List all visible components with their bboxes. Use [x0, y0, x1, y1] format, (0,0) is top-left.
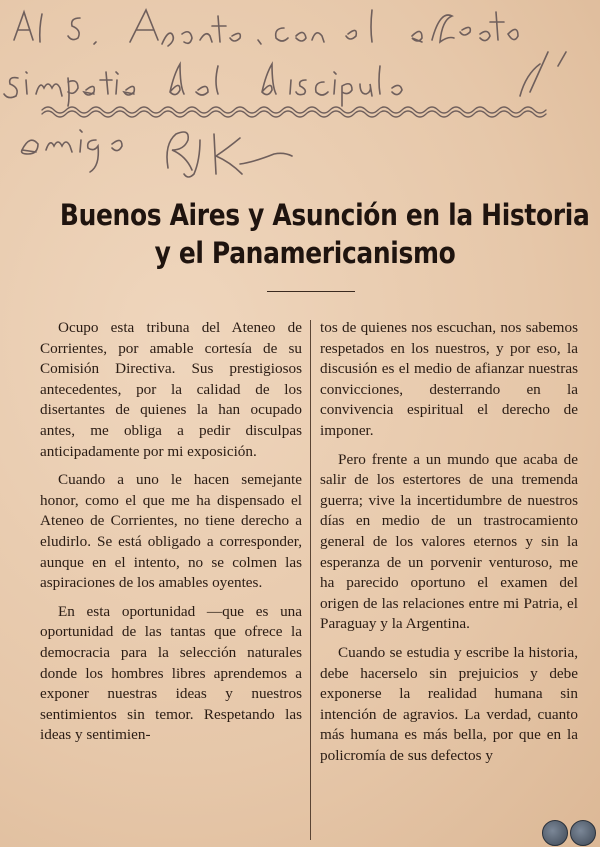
- right-column: [320, 318, 578, 774]
- article-title: [59, 196, 590, 272]
- column-divider: [310, 320, 311, 840]
- left-column: [40, 318, 302, 754]
- circle-icon: [570, 820, 596, 846]
- circle-icon: [542, 820, 568, 846]
- title-line-1: Buenos Aires y Asunción en la Historia: [59, 198, 590, 232]
- paragraph-continuation: tos de quienes nos escuchan, nos sabemos respetados en los nuestros, y por eso, la discusión es el medio de afianzar nuestras convicciones, desterrando en la convivencia espiritual el derecho de imponer.: [320, 319, 578, 439]
- paragraph: En esta oportunidad —que es una oportunidad de las tantas que ofrece la democracia para la selección naturales donde los hombres libres aprendemos a exponer nuestras ideas y nuestros sentimientos sin temor. Respetando las ideas y sentimien-: [40, 602, 302, 744]
- title-rule: [267, 291, 355, 292]
- paragraph: Cuando a uno le hacen semejante honor, como el que me ha dispensado el Ateneo de Corrientes, no tiene derecho a eludirlo. Se está obligado a corresponder, aunque en el intento, no se colmen las aspiraciones de los amables oyentes.: [40, 471, 302, 592]
- handwritten-dedication: [0, 0, 600, 200]
- paragraph: Ocupo esta tribuna del Ateneo de Corrientes, por amable cortesía de su Comisión Directiva. Sus prestigiosos antecedentes, por la calidad de los disertantes de quienes la han ocupado antes, me obliga a pedir disculpas anticipadamente por mi exposición.: [40, 319, 302, 460]
- paragraph: Cuando se estudia y escribe la historia, debe hacerselo sin prejuicios y debe exponerse la realidad humana sin intención de agravios. La verdad, cuanto más humana es más bella, por que en la policromía de sus defectos y: [320, 643, 578, 764]
- title-line-2: y el Panamericanismo: [154, 236, 456, 270]
- paragraph: Pero frente a un mundo que acaba de salir de los estertores de una tremenda guerra; vive la incertidumbre de nuestros días en medio de un trastrocamiento general de los valores eternos y sin la esperanza de un porvenir venturoso, me ha parecido oportuno el examen del origen de las relaciones entre mi Patria, el Paraguay y la Argentina.: [320, 450, 578, 633]
